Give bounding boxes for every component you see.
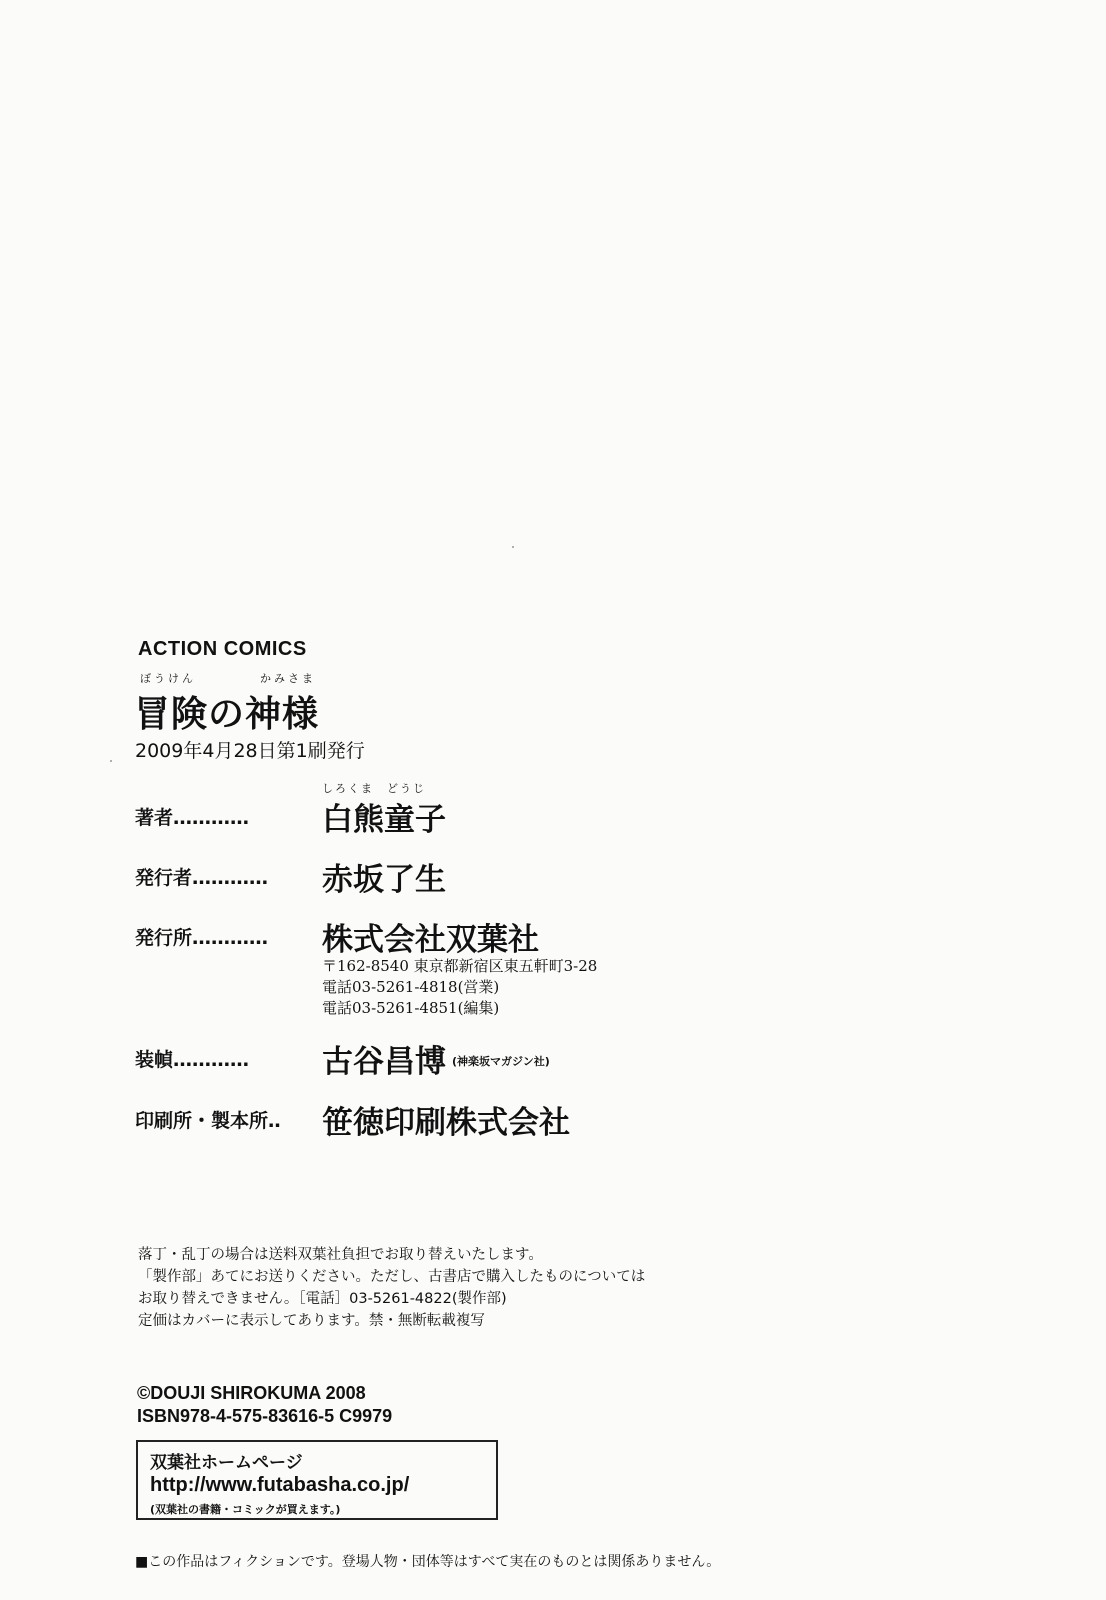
copyright-line: ©DOUJI SHIROKUMA 2008 [137,1383,366,1403]
copyright-block [137,1382,392,1428]
publish-date: 2009年4月28日第1刷発行 [135,740,365,762]
notice-line: 「製作部」あてにお送りください。ただし、古書店で購入したものについては [138,1269,646,1285]
homepage-note: (双葉社の書籍・コミックが買えます。) [150,1503,341,1516]
series-label: ACTION COMICS [138,638,307,660]
author-ruby: しろくま どうじ [322,782,426,795]
notice-line: お取り替えできません。［電話］03-5261-4822(製作部) [138,1291,507,1307]
publisher-person-label: 発行者………… [135,867,269,889]
publisher-phone-editorial: 電話03-5261-4851(編集) [322,999,500,1017]
homepage-title: 双葉社ホームページ [150,1453,303,1473]
notice-block [138,1244,645,1332]
title-ruby-right: かみさま [260,672,316,685]
fiction-disclaimer: ■この作品はフィクションです。登場人物・団体等はすべて実在のものとは関係ありません。 [135,1554,721,1570]
printer-label: 印刷所・製本所‥ [135,1110,281,1132]
publisher-person-name: 赤坂了生 [322,862,446,898]
homepage-box [136,1440,498,1520]
printer-name: 笹徳印刷株式会社 [322,1105,570,1141]
isbn-line: ISBN978-4-575-83616-5 C9979 [137,1406,393,1426]
book-title: 冒険の神様 [134,694,320,735]
publisher-address: 〒162-8540 東京都新宿区東五軒町3-28 [322,957,598,975]
homepage-url[interactable]: http://www.futabasha.co.jp/ [150,1474,410,1496]
author-name: 白熊童子 [322,802,446,838]
design-label: 装幀………… [135,1049,250,1071]
publisher-company-label: 発行所………… [135,927,269,949]
design-note: (神楽坂マガジン社) [452,1055,550,1068]
notice-line: 落丁・乱丁の場合は送料双葉社負担でお取り替えいたします。 [138,1247,543,1263]
design-name: 古谷昌博 [322,1044,446,1080]
notice-line: 定価はカバーに表示してあります。禁・無断転載複写 [138,1313,485,1329]
scan-speck [110,760,112,762]
author-label: 著者………… [135,807,250,829]
publisher-company-name: 株式会社双葉社 [322,922,539,958]
title-ruby-left: ぼうけん [140,672,196,685]
publisher-phone-sales: 電話03-5261-4818(営業) [322,978,500,996]
scan-speck [512,546,514,548]
